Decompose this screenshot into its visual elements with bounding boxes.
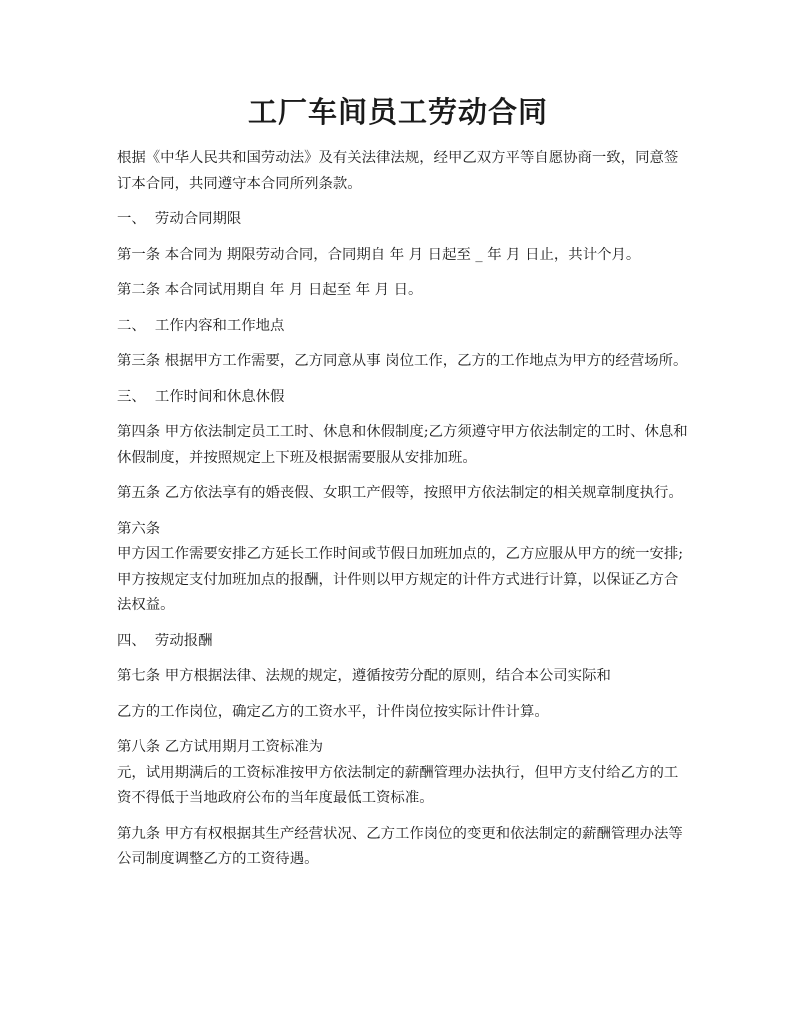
- article-3: 第三条 根据甲方工作需要，乙方同意从事 岗位工作，乙方的工作地点为甲方的经营场所。: [117, 353, 688, 369]
- section-heading-working-hours: 三、 工作时间和休息休假: [117, 388, 285, 405]
- preamble-paragraph: 根据《中华人民共和国劳动法》及有关法律法规，经甲乙双方平等自愿协商一致，同意签订本合同，共同遵守本合同所列条款。: [117, 150, 679, 192]
- article-2: 第二条 本合同试用期自 年 月 日起至 年 月 日。: [117, 282, 423, 298]
- article-6-body: 甲方因工作需要安排乙方延长工作时间或节假日加班加点的，乙方应服从甲方的统一安排;甲方按规定支付加班加点的报酬，计件则以甲方规定的计件方式进行计算，以保证乙方合法权益。: [117, 546, 684, 613]
- section-heading-work-content: 二、 工作内容和工作地点: [117, 317, 285, 334]
- section-heading-contract-term: 一、 劳动合同期限: [117, 211, 242, 227]
- article-4: 第四条 甲方依法制定员工工时、休息和休假制度;乙方须遵守甲方依法制定的工时、休息和休假制度，并按照规定上下班及根据需要服从安排加班。: [117, 424, 688, 466]
- document-body: [117, 146, 689, 883]
- section-heading-remuneration: 四、 劳动报酬: [117, 632, 213, 649]
- article-8-body: 元，试用期满后的工资标准按甲方依法制定的薪酬管理办法执行，但甲方支付给乙方的工资不得低于当地政府公布的当年度最低工资标准。: [117, 764, 679, 806]
- article-8-label: 第八条 乙方试用期月工资标准为: [117, 739, 324, 755]
- article-1: 第一条 本合同为 期限劳动合同，合同期自 年 月 日起至 _ 年 月 日止，共计个月。: [117, 246, 641, 263]
- document-title: 工厂车间员工劳动合同: [247, 95, 548, 129]
- article-5: 第五条 乙方依法享有的婚丧假、女职工产假等，按照甲方依法制定的相关规章制度执行。: [117, 485, 683, 501]
- article-7-part-1: 第七条 甲方根据法律、法规的规定，遵循按劳分配的原则，结合本公司实际和: [117, 668, 611, 684]
- article-9: 第九条 甲方有权根据其生产经营状况、乙方工作岗位的变更和依法制定的薪酬管理办法等公司制度调整乙方的工资待遇。: [117, 825, 683, 867]
- article-6-label: 第六条: [117, 520, 161, 537]
- article-7-part-2: 乙方的工作岗位，确定乙方的工资水平，计件岗位按实际计件计算。: [117, 703, 549, 720]
